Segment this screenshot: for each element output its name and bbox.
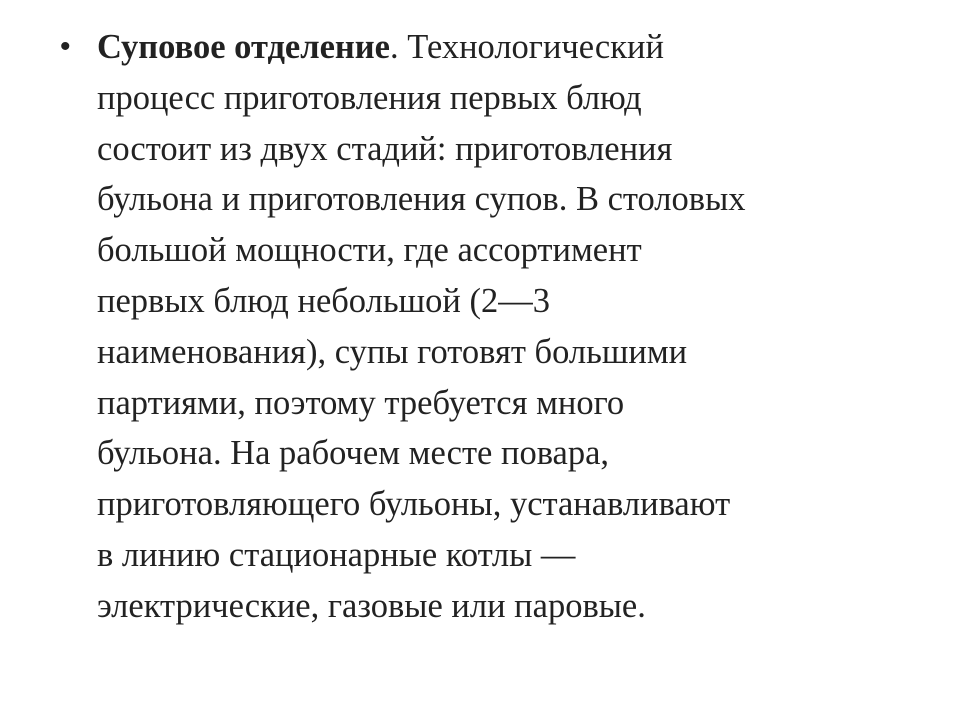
paragraph-line: наименования), супы готовят большими [97, 332, 688, 371]
paragraph-line: электрические, газовые или паровые. [97, 586, 646, 625]
paragraph-line: процесс приготовления первых блюд [97, 78, 642, 117]
paragraph-line: состоит из двух стадий: приготовления [97, 129, 673, 168]
paragraph-line: партиями, поэтому требуется много [97, 383, 625, 422]
paragraph-line [97, 22, 920, 73]
bold-term: Суповое отделение [97, 28, 390, 66]
paragraph-line: бульона и приготовления супов. В столовых [97, 180, 746, 219]
bullet-dot-icon: • [60, 30, 71, 63]
paragraph-line: большой мощности, где ассортимент [97, 231, 642, 270]
paragraph-line: первых блюд небольшой (2—3 [97, 281, 550, 320]
slide-content [60, 22, 920, 632]
bullet-paragraph [60, 22, 920, 632]
paragraph-line: бульона. На рабочем месте повара, [97, 434, 610, 473]
paragraph-line: в линию стационарные котлы — [97, 535, 576, 574]
paragraph-line: приготовляющего бульоны, устанавливают [97, 485, 731, 524]
paragraph-line-text: . Технологический [389, 28, 664, 66]
